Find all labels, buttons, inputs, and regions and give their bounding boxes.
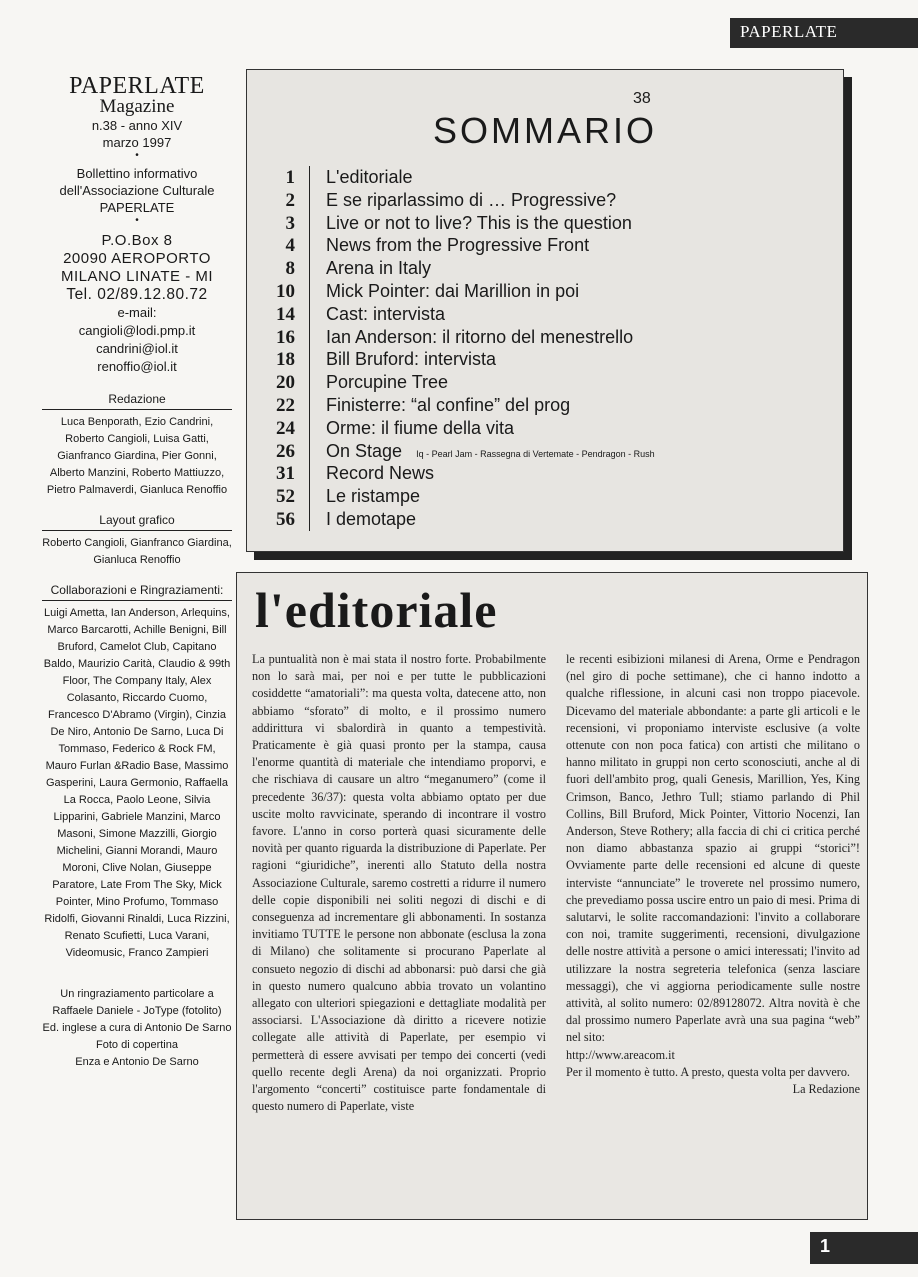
toc-item-label: Le ristampe [326, 486, 421, 507]
thanks-line-1: Un ringraziamento particolare a Raffaele Daniele - JoType (fotolito) [52, 988, 222, 1017]
toc-page-number: 4 [285, 235, 295, 257]
thanks-line-3: Foto di copertina [96, 1039, 178, 1051]
issue-date: marzo 1997 [102, 135, 172, 150]
toc-title: SOMMARIO [432, 110, 657, 151]
toc-item [257, 348, 655, 371]
layout-names: Roberto Cangioli, Gianfranco Giardina, Gianluca Renoffio [42, 537, 232, 566]
address-phone: Tel. 02/89.12.80.72 [66, 286, 208, 303]
toc-page-number: 10 [276, 280, 295, 302]
toc-item-title [309, 166, 413, 189]
editorial-column-1 [252, 651, 546, 1115]
redazione-names: Luca Benporath, Ezio Candrini, Roberto Cangioli, Luisa Gatti, Gianfranco Giardina, Pier Gonni, Alberto Manzini, Roberto Mattiuzzo, Pietro Palmaverdi, Gianluca Renoffio [46, 416, 228, 496]
toc-item-title [309, 257, 431, 280]
editorial-text-1: La puntualità non è mai stata il nostro forte. Probabilmente non lo sarà mai, per noi e per tutte le pubblicazioni cosiddette “amatoriali”: ma questa volta, datecene atto, non abbiamo “sforato” di molto, e il prossimo numero addirittura vi sbalordirà in quanto a tempestività. Praticamente è già quasi pronto per la stampa, causa l'enorme quantità di materiale che intendiamo proporvi, e che rischiava di causare un altro “meganumero” (come il precedente 36/37): questa volta abbiamo optato per due uscite molto ravvicinate, sperando di incontrare il vostro favore. L'anno in corso porterà quasi sicuramente delle novità per quanto riguarda la distribuzione di Paperlate. Per ragioni “giuridiche”, inerenti allo Statuto della nostra Associazione Culturale, saremo costretti a ridurre il numero delle copie disponibili nei soliti negozi di dischi e di conseguenza ad incrementare gli abbonamenti. In sostanza invitiamo TUTTE le persone non abbonate (esclusa la zona di Milano) che solitamente si procurano Paperlate al consueto negozio di dischi ad abbonarsi: può darsi che già in questo numero qualcuno abbia trovato un volantino allegato con ulteriori spiegazioni e dettagliate modalità per associarsi. L'Associazione dà diritto a ricevere notizie collegate alle attività di Paperlate, per esempio vi permetterà di essere avvisati per tempo dei concerti (vedi quello recente degli Arena) da noi organizzati. Proprio l'argomento “concerti” costituisce parte fondamentale di questo numero di Paperlate, viste [252, 652, 546, 1114]
toc-list [257, 166, 655, 531]
layout-heading: Layout grafico [42, 513, 232, 531]
masthead [42, 75, 232, 1071]
toc-item-label: Ian Anderson: il ritorno del menestrello [326, 326, 634, 347]
toc-item-label: Porcupine Tree [326, 372, 449, 393]
toc-page-number: 18 [276, 349, 295, 371]
editorial-closing: Per il momento è tutto. A presto, questa volta per davvero. [566, 1064, 850, 1079]
toc-item [257, 303, 655, 326]
toc-item-label: Record News [326, 463, 435, 484]
header-tab: PAPERLATE [730, 18, 918, 48]
toc-item-label: Bill Bruford: intervista [326, 349, 497, 370]
bullet-2: • [135, 215, 139, 226]
editorial-columns [252, 651, 860, 1115]
toc-item [257, 440, 655, 463]
toc-item [257, 257, 655, 280]
toc-item [257, 280, 655, 303]
toc-item-title [309, 326, 633, 349]
editorial-text-2: le recenti esibizioni milanesi di Arena, Orme e Pendragon (nel giro di poche settimane), che ci hanno indotto a qualche riflessione, in alcuni casi non troppo piacevole. Dicevamo del materiale abbondante: a parte gli articoli e le recensioni, vi proponiamo interviste esclusive (a volte ottenute con non poca fatica) con artisti che militano o hanno militato in gruppi non certo sconosciuti, anche al di fuori dell'ambito prog, quali Genesis, Marillion, Yes, King Crimson, Banco, Jethro Tull; stiamo parlando di Phil Collins, Bill Bruford, Mick Pointer, Vittorio Nocenzi, Ian Anderson, Steve Rothery; alla faccia di chi ci critica perché non diamo abbastanza spazio ai gruppi “storici”! Ovviamente parte delle recensioni ed alcune di queste interviste “annunciate” le troverete nel prossimo numero, che prevediamo possa uscire entro un paio di mesi. Prima di salutarvi, le solite raccomandazioni: l'invito a collaborare con noi, tramite suggerimenti, recensioni, divulgazione delle nostre attività a persone o amici interessati; l'invito ad utilizzare la nostra segreteria telefonica (senza lasciare messaggi), che vi aggiorna periodicamente sulle nostre attività, al solito numero: 02/89128072. Altra novità è che dal prossimo numero Paperlate avrà una sua pagina “web” nel sito: [566, 652, 860, 1045]
editorial-signature: La Redazione [792, 1082, 860, 1097]
toc-item-label: Orme: il fiume della vita [326, 417, 515, 438]
toc-page-number: 3 [285, 212, 295, 234]
toc-item-title [309, 508, 416, 531]
issue-number: n.38 - anno XIV [91, 118, 183, 133]
toc-item-title [309, 485, 420, 508]
toc-item-title [309, 462, 434, 485]
address-pobox: P.O.Box 8 [101, 232, 173, 249]
magazine-subtitle: Magazine [99, 96, 175, 117]
toc-item-label: Cast: intervista [326, 303, 446, 324]
email-label: e-mail: [117, 305, 157, 320]
toc-item [257, 462, 655, 485]
toc-item-label: On Stage [326, 440, 403, 461]
toc-page-number: 24 [276, 417, 295, 439]
bulletin-text: Bollettino informativo dell'Associazione Culturale PAPERLATE [59, 166, 215, 215]
toc-page-number: 14 [276, 303, 295, 325]
toc-item-title [309, 303, 445, 326]
toc-item-label: Arena in Italy [326, 258, 432, 279]
toc-item-title [309, 417, 514, 440]
address-area: MILANO LINATE - MI [60, 268, 214, 285]
thanks-line-4: Enza e Antonio De Sarno [75, 1056, 199, 1068]
toc-page-number: 2 [285, 189, 295, 211]
toc-item [257, 394, 655, 417]
editorial-title: l'editoriale [255, 582, 498, 638]
email-1: cangioli@lodi.pmp.it [78, 323, 196, 338]
toc-issue-number: 38 [633, 90, 651, 107]
toc-item [257, 417, 655, 440]
toc-item-label: E se riparlassimo di … Progressive? [326, 189, 617, 210]
toc-item-subtitle: Iq - Pearl Jam - Rassegna di Vertemate - Pendragon - Rush [416, 448, 655, 459]
toc-item-title [309, 189, 616, 212]
toc-item-label: I demotape [326, 508, 417, 529]
address-city: 20090 AEROPORTO [63, 250, 211, 267]
toc-item-title [309, 280, 579, 303]
toc-page-number: 31 [276, 463, 295, 485]
toc-page-number: 8 [285, 258, 295, 280]
magazine-title: PAPERLATE [69, 73, 205, 99]
toc-item [257, 234, 655, 257]
page-number: 1 [810, 1232, 918, 1264]
email-2: candrini@iol.it [96, 341, 178, 356]
toc-item-title [309, 212, 632, 235]
toc-page-number: 22 [276, 394, 295, 416]
toc-box [246, 69, 844, 552]
toc-item-title [309, 234, 589, 257]
toc-page-number: 56 [276, 508, 295, 530]
toc-item-label: L'editoriale [326, 167, 413, 187]
toc-item-label: Live or not to live? This is the question [326, 212, 632, 233]
toc-item-title [309, 371, 448, 394]
editorial-box [236, 572, 868, 1220]
toc-item-title [309, 348, 496, 371]
redazione-heading: Redazione [42, 392, 232, 410]
bullet-1: • [135, 150, 139, 161]
toc-page-number: 26 [276, 440, 295, 462]
toc-page-number: 52 [276, 486, 295, 508]
editorial-column-2 [566, 651, 860, 1115]
email-3: renoffio@iol.it [97, 359, 177, 374]
toc-item-title [309, 394, 570, 417]
toc-item [257, 485, 655, 508]
toc-item [257, 371, 655, 394]
toc-item [257, 166, 655, 189]
collab-heading: Collaborazioni e Ringraziamenti: [42, 583, 232, 601]
toc-page-number: 16 [276, 326, 295, 348]
toc-page-number: 20 [276, 372, 295, 394]
toc-item-label: Mick Pointer: dai Marillion in poi [326, 280, 580, 301]
toc-page-number: 1 [285, 167, 295, 188]
collab-names: Luigi Ametta, Ian Anderson, Arlequins, Marco Barcarotti, Achille Benigni, Bill Bruford, Camelot Club, Capitano Baldo, Maurizio Carità, Claudio & 99th Floor, The Company Italy, Alex Colasanto, Riccardo Cuomo, Francesco D'Abramo (Virgin), Cinzia De Niro, Antonio De Sarno, Luca Di Tommaso, Federico & Rock FM, Mauro Furlan &Radio Base, Massimo Gasperini, Laura Germonio, Raffaella La Rocca, Paolo Leone, Silvia Lipparini, Gabriele Manzini, Marco Masoni, Simone Mazzilli, Giorgio Michelini, Gianni Morandi, Mauro Moroni, Clive Nolan, Giuseppe Paratore, Late From The Sky, Mick Pointer, Mino Profumo, Tommaso Ridolfi, Giovanni Rinaldi, Luca Rizzini, Renato Scufietti, Luca Varani, Videomusic, Franco Zampieri [43, 607, 231, 959]
thanks-block [42, 986, 232, 1071]
toc-item [257, 508, 655, 531]
toc-item [257, 326, 655, 349]
thanks-line-2: Ed. inglese a cura di Antonio De Sarno [42, 1022, 232, 1034]
toc-item-label: Finisterre: “al confine” del prog [326, 394, 571, 415]
editorial-url: http://www.areacom.it [566, 1047, 675, 1062]
toc-item [257, 212, 655, 235]
toc-item-label: News from the Progressive Front [326, 235, 590, 256]
toc-item [257, 189, 655, 212]
